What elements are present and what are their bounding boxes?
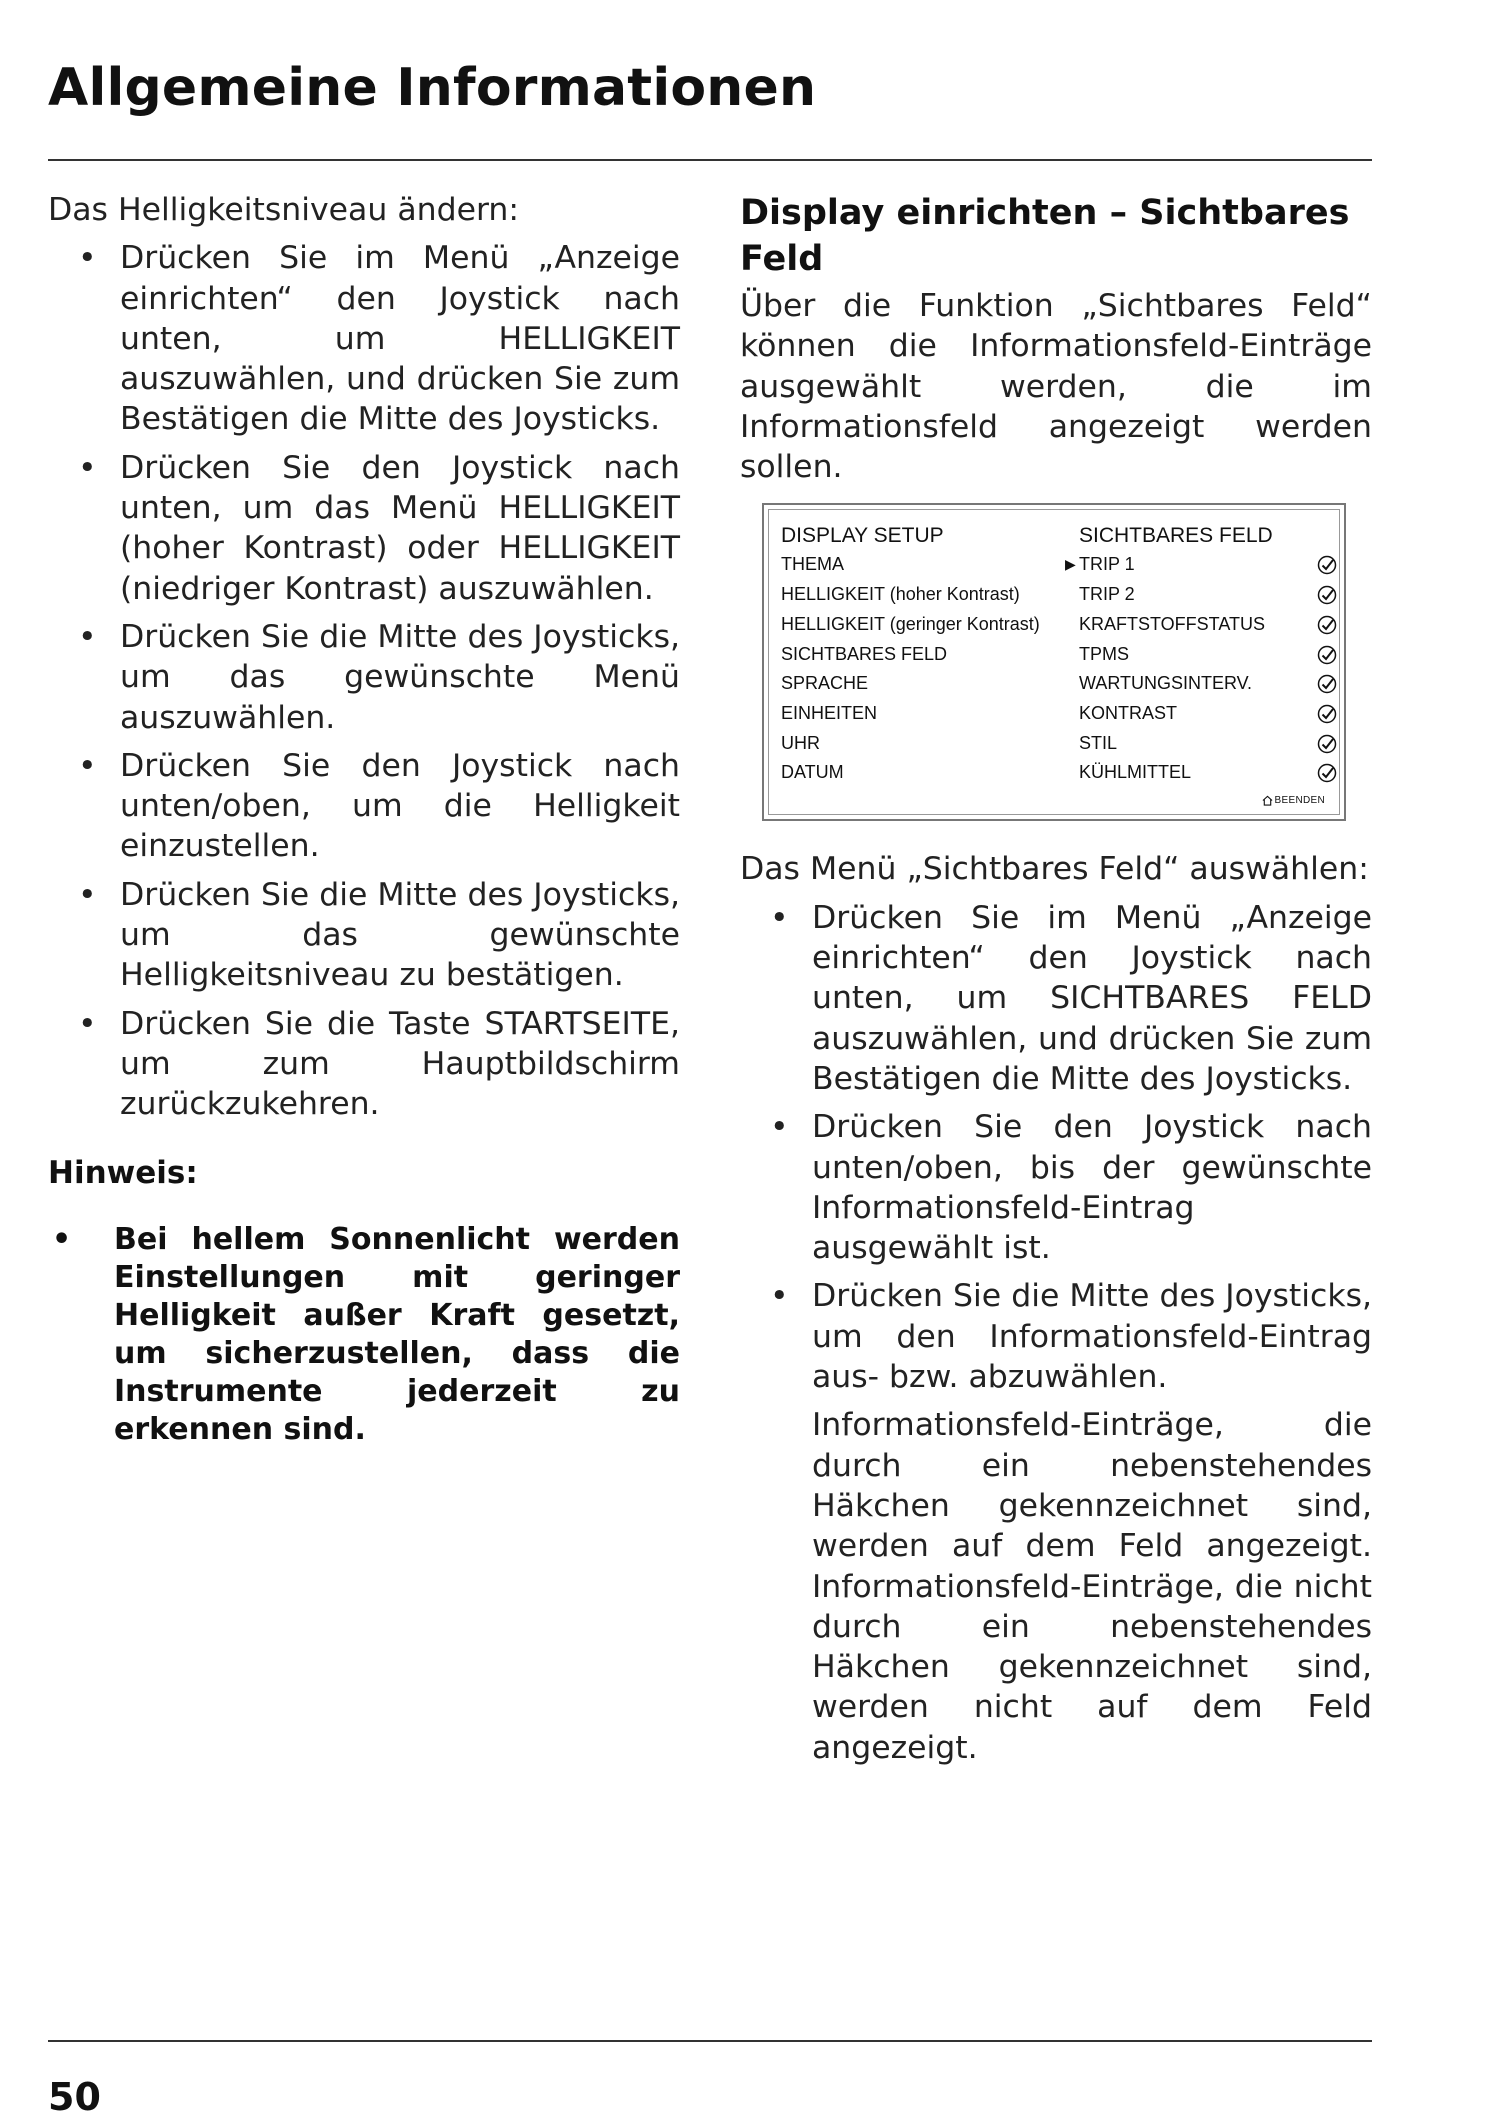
- menu-item-sprache: SPRACHE: [781, 673, 869, 694]
- bullet-icon: •: [78, 240, 97, 277]
- step-text: Drücken Sie den Joystick nach unten/oben, bis der gewünschte Informationsfeld-Eintrag ausgewählt ist.: [812, 1109, 1372, 1267]
- note-text: Bei hellem Sonnenlicht werden Einstellungen mit geringer Helligkeit außer Kraft gesetzt, um sicherzustellen, dass die Instrumente jederzeit zu erkennen sind.: [114, 1221, 680, 1447]
- field-item: [1079, 640, 1349, 670]
- list-item: [48, 1004, 680, 1125]
- field-item-label: KÜHLMITTEL: [1079, 762, 1192, 783]
- checkmark-icon: [1317, 734, 1337, 754]
- list-item: [740, 1107, 1372, 1268]
- visible-field-intro: Über die Funktion „Sichtbares Feld“ können die Informationsfeld-Einträge ausgewählt werden, die im Informationsfeld angezeigt werden sollen.: [740, 288, 1372, 486]
- field-item-label: KRAFTSTOFFSTATUS: [1079, 613, 1266, 634]
- step-text: Drücken Sie den Joystick nach unten, um das Menü HELLIGKEIT (hoher Kontrast) oder HELLIGKEIT (niedriger Kontrast) auszuwählen.: [120, 449, 680, 607]
- field-item-label: TRIP 1: [1079, 554, 1135, 575]
- visible-field-steps: [740, 898, 1372, 1398]
- bullet-icon: •: [52, 1221, 72, 1257]
- checkmark-icon: [1317, 615, 1337, 635]
- checkmark-icon: [1317, 763, 1337, 783]
- field-item-label: TPMS: [1079, 643, 1130, 664]
- list-item: [48, 238, 680, 439]
- list-item: [48, 746, 680, 867]
- field-item: [1079, 699, 1349, 729]
- field-item: [1079, 758, 1349, 788]
- selection-arrow-icon: ▶: [1065, 556, 1076, 573]
- menu-item-thema: THEMA: [781, 554, 844, 575]
- header-divider: [48, 159, 1372, 161]
- step-text: Drücken Sie die Mitte des Joysticks, um das gewünschte Helligkeitsniveau zu bestätigen.: [120, 876, 680, 994]
- home-icon: [1262, 795, 1273, 806]
- menu-item-sichtbares-feld: SICHTBARES FELD: [781, 643, 948, 664]
- page-number: 50: [48, 2075, 101, 2119]
- left-column: [48, 190, 680, 1449]
- brightness-steps: [48, 238, 680, 1124]
- step-text: Drücken Sie die Mitte des Joysticks, um das gewünschte Menü auszuwählen.: [120, 618, 680, 736]
- field-item-label: STIL: [1079, 732, 1118, 753]
- field-item-label: KONTRAST: [1079, 702, 1178, 723]
- bullet-icon: •: [78, 747, 97, 784]
- brightness-intro: Das Helligkeitsniveau ändern:: [48, 192, 519, 228]
- list-item: [740, 1276, 1372, 1397]
- display-setup-header: DISPLAY SETUP: [781, 524, 944, 548]
- bullet-icon: •: [770, 1278, 789, 1315]
- bullet-icon: •: [78, 1005, 97, 1042]
- bullet-icon: •: [78, 449, 97, 486]
- bullet-icon: •: [770, 899, 789, 936]
- field-item-label: TRIP 2: [1079, 584, 1135, 605]
- bullet-icon: •: [770, 1109, 789, 1146]
- field-item: [1079, 610, 1349, 640]
- display-screen: [768, 509, 1340, 815]
- checkmark-icon: [1317, 674, 1337, 694]
- note-item: [48, 1221, 680, 1449]
- step-text: Drücken Sie im Menü „Anzeige einrichten“ den Joystick nach unten, um HELLIGKEIT auszuwählen, und drücken Sie zum Bestätigen die Mitte des Joysticks.: [120, 240, 680, 438]
- step-text: Drücken Sie die Mitte des Joysticks, um den Informationsfeld-Eintrag aus- bzw. abzuwählen.: [812, 1278, 1372, 1396]
- list-item: [48, 448, 680, 609]
- menu-item-einheiten: EINHEITEN: [781, 702, 878, 723]
- field-item: [1065, 550, 1349, 580]
- menu-item-helligkeit-gering: HELLIGKEIT (geringer Kontrast): [781, 613, 1040, 634]
- field-item: [1079, 729, 1349, 759]
- note-list: [48, 1221, 680, 1449]
- visible-field-header: SICHTBARES FELD: [1079, 524, 1273, 548]
- select-menu-intro: Das Menü „Sichtbares Feld“ auswählen:: [740, 851, 1369, 888]
- exit-button: [1262, 795, 1325, 806]
- checkmark-icon: [1317, 645, 1337, 665]
- visible-field-menu: [1065, 522, 1349, 788]
- field-item: [1079, 580, 1349, 610]
- display-screenshot: [762, 503, 1346, 821]
- menu-item-uhr: UHR: [781, 732, 820, 753]
- field-item-label: WARTUNGSINTERV.: [1079, 673, 1253, 694]
- display-setup-menu: [781, 522, 1071, 788]
- step-text: Drücken Sie den Joystick nach unten/oben, um die Helligkeit einzustellen.: [120, 747, 680, 865]
- menu-item-helligkeit-hoch: HELLIGKEIT (hoher Kontrast): [781, 584, 1020, 605]
- step-text: Drücken Sie im Menü „Anzeige einrichten“ den Joystick nach unten, um SICHTBARES FELD auszuwählen, und drücken Sie zum Bestätigen die Mitte des Joysticks.: [812, 899, 1372, 1097]
- section-heading: Display einrichten – Sichtbares Feld: [740, 193, 1350, 279]
- followup-paragraph: Informationsfeld-Einträge, die durch ein nebenstehendes Häkchen gekennzeichnet sind, werden auf dem Feld angezeigt. Informationsfeld-Einträge, die nicht durch ein nebenstehendes Häkchen gekennzeichnet sind, werden nicht auf dem Feld angezeigt.: [812, 1407, 1372, 1766]
- menu-item-datum: DATUM: [781, 762, 844, 783]
- checkmark-icon: [1317, 555, 1337, 575]
- list-item: [48, 875, 680, 996]
- page-title: Allgemeine Informationen: [48, 58, 817, 118]
- list-item: [48, 617, 680, 738]
- footer-divider: [48, 2040, 1372, 2042]
- bullet-icon: •: [78, 876, 97, 913]
- right-column: [740, 190, 1372, 1768]
- step-text: Drücken Sie die Taste STARTSEITE, um zum Hauptbildschirm zurückzukehren.: [120, 1005, 680, 1123]
- checkmark-icon: [1317, 585, 1337, 605]
- field-item: [1079, 669, 1349, 699]
- note-heading: Hinweis:: [48, 1154, 198, 1191]
- checkmark-icon: [1317, 704, 1337, 724]
- exit-label: BEENDEN: [1274, 795, 1325, 807]
- bullet-icon: •: [78, 618, 97, 655]
- list-item: [740, 898, 1372, 1099]
